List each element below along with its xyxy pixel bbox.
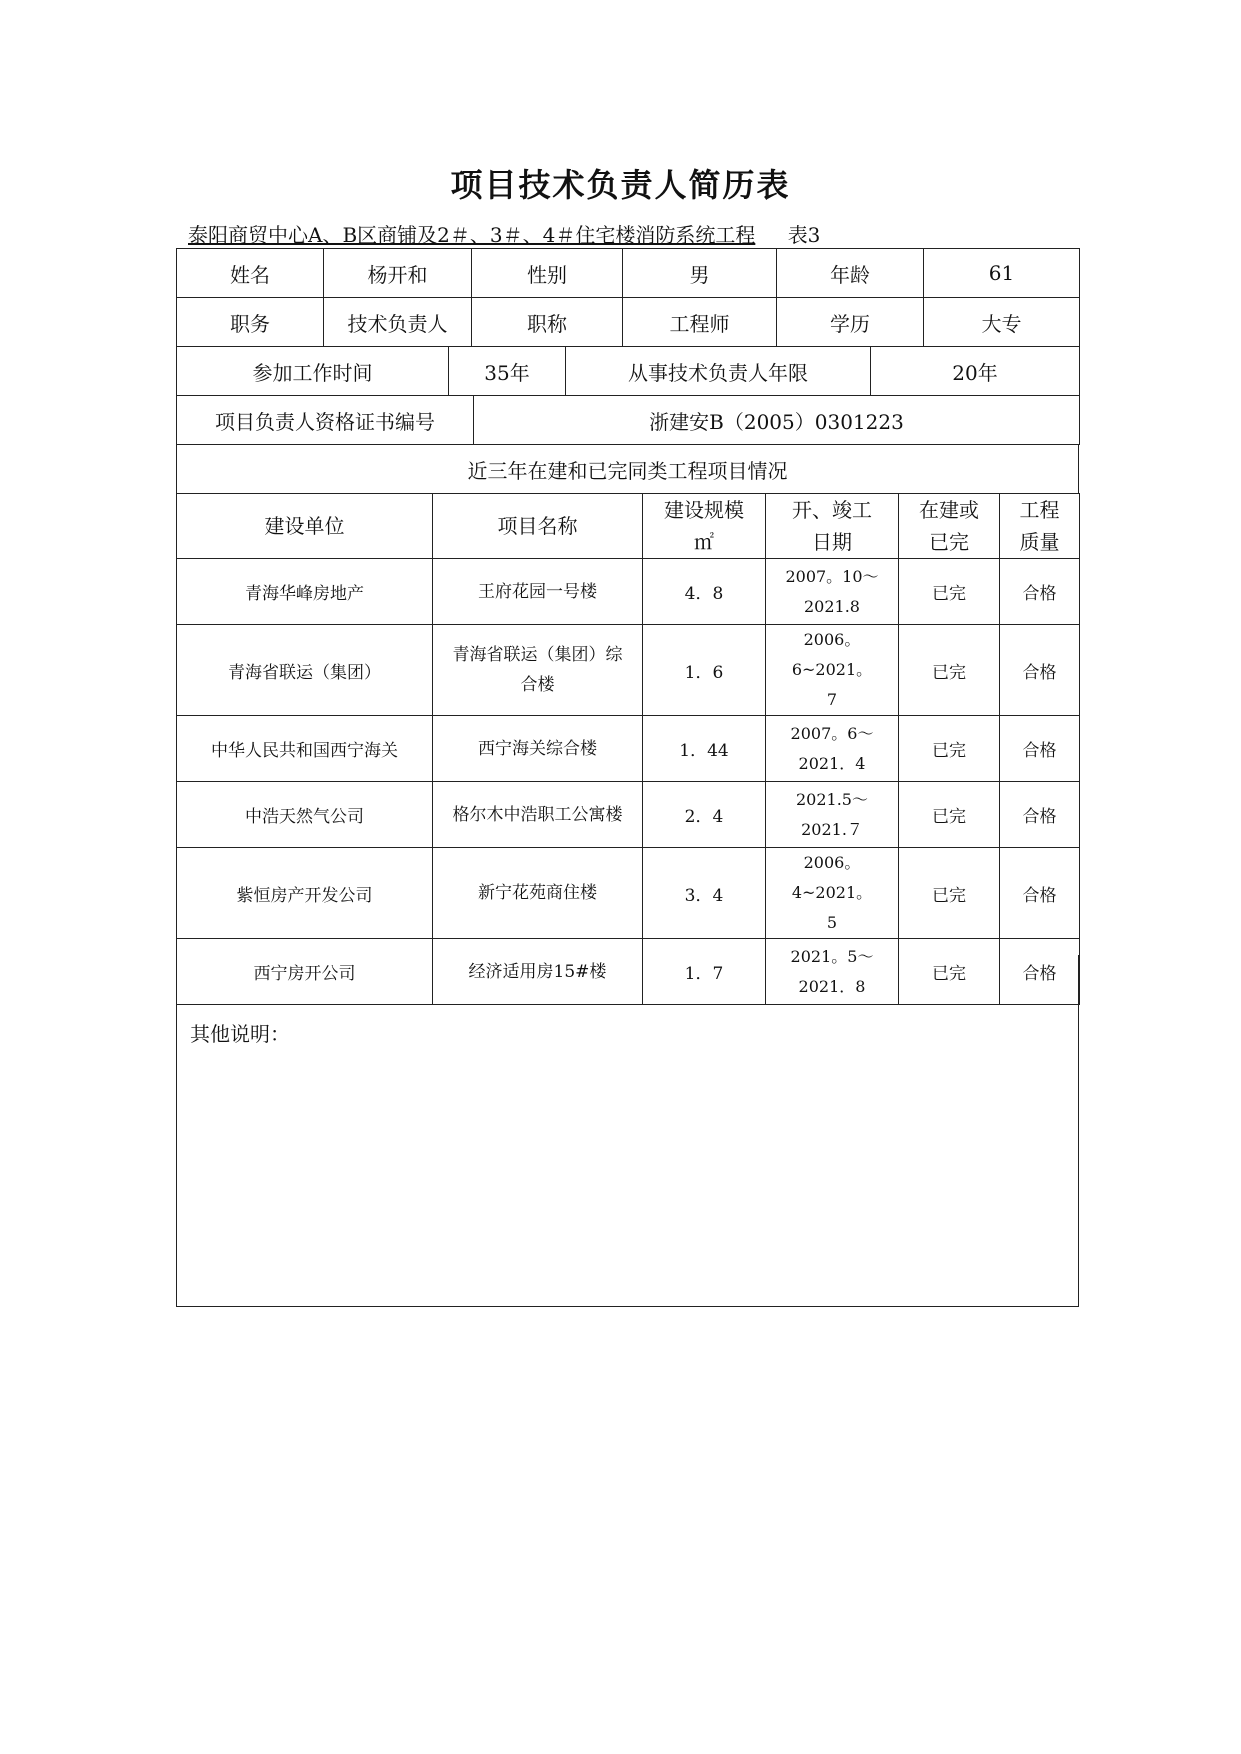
cell-project-name: 格尔木中浩职工公寓楼 xyxy=(433,782,643,848)
cell-project-name: 青海省联运（集团）综 合楼 xyxy=(433,625,643,716)
certificate-label: 项目负责人资格证书编号 xyxy=(177,396,474,445)
header-quality: 工程 质量 xyxy=(1000,494,1080,559)
table-number: 表3 xyxy=(787,223,821,247)
cell-dates: 2006。6~2021。 7 xyxy=(766,625,899,716)
cell-quality: 合格 xyxy=(1000,782,1080,848)
age-value: 61 xyxy=(924,249,1080,298)
subtitle xyxy=(188,219,820,248)
cell-unit: 中浩天然气公司 xyxy=(177,782,433,848)
projects-table xyxy=(176,493,1080,1005)
notes-box xyxy=(176,955,1079,1307)
cell-scale: 1．44 xyxy=(643,716,766,782)
name-label: 姓名 xyxy=(177,249,324,298)
position-label: 职务 xyxy=(177,298,324,347)
certificate-value: 浙建安B（2005）0301223 xyxy=(474,396,1080,445)
cell-project-name: 王府花园一号楼 xyxy=(433,559,643,625)
cell-project-name: 经济适用房15#楼 xyxy=(433,939,643,1005)
cell-status: 已完 xyxy=(899,716,1000,782)
job-title-label: 职称 xyxy=(472,298,623,347)
table-row xyxy=(177,782,1080,848)
section-title: 近三年在建和已完同类工程项目情况 xyxy=(177,445,1079,494)
cell-quality: 合格 xyxy=(1000,939,1080,1005)
cell-dates: 2007。6～ 2021．4 xyxy=(766,716,899,782)
header-dates: 开、竣工 日期 xyxy=(766,494,899,559)
cell-scale: 1．7 xyxy=(643,939,766,1005)
project-name: 泰阳商贸中心A、B区商铺及2＃、3＃、4＃住宅楼消防系统工程 xyxy=(188,223,756,247)
basic-info-row-2 xyxy=(176,297,1080,347)
cell-status: 已完 xyxy=(899,848,1000,939)
job-title-value: 工程师 xyxy=(623,298,777,347)
cell-quality: 合格 xyxy=(1000,625,1080,716)
tech-lead-years-value: 20年 xyxy=(871,347,1080,396)
table-row xyxy=(177,559,1080,625)
cell-quality: 合格 xyxy=(1000,559,1080,625)
header-project-name: 项目名称 xyxy=(433,494,643,559)
page-title: 项目技术负责人简历表 xyxy=(450,166,791,204)
cell-unit: 中华人民共和国西宁海关 xyxy=(177,716,433,782)
cell-dates: 2021.5～ 2021.７ xyxy=(766,782,899,848)
cell-project-name: 新宁花苑商住楼 xyxy=(433,848,643,939)
projects-header-row xyxy=(177,494,1080,559)
cell-scale: 1．6 xyxy=(643,625,766,716)
gender-value: 男 xyxy=(623,249,777,298)
table-row xyxy=(177,625,1080,716)
cell-unit: 青海省联运（集团） xyxy=(177,625,433,716)
cell-dates: 2007。10～ 2021.8 xyxy=(766,559,899,625)
cell-status: 已完 xyxy=(899,559,1000,625)
cell-status: 已完 xyxy=(899,625,1000,716)
gender-label: 性别 xyxy=(472,249,623,298)
name-value: 杨开和 xyxy=(324,249,472,298)
work-start-label: 参加工作时间 xyxy=(177,347,449,396)
header-unit: 建设单位 xyxy=(177,494,433,559)
cell-quality: 合格 xyxy=(1000,716,1080,782)
header-status: 在建或 已完 xyxy=(899,494,1000,559)
table-row xyxy=(177,716,1080,782)
position-value: 技术负责人 xyxy=(324,298,472,347)
work-info-row xyxy=(176,346,1080,396)
cell-scale: 3．4 xyxy=(643,848,766,939)
cell-scale: 2．4 xyxy=(643,782,766,848)
certificate-row xyxy=(176,395,1080,445)
education-value: 大专 xyxy=(924,298,1080,347)
cell-quality: 合格 xyxy=(1000,848,1080,939)
education-label: 学历 xyxy=(777,298,924,347)
cell-dates: 2021。5～ 2021．8 xyxy=(766,939,899,1005)
tech-lead-years-label: 从事技术负责人年限 xyxy=(566,347,871,396)
cell-status: 已完 xyxy=(899,939,1000,1005)
cell-unit: 青海华峰房地产 xyxy=(177,559,433,625)
cell-unit: 西宁房开公司 xyxy=(177,939,433,1005)
table-row xyxy=(177,848,1080,939)
header-scale: 建设规模 ㎡ xyxy=(643,494,766,559)
basic-info-row-1 xyxy=(176,248,1080,298)
cell-scale: 4．8 xyxy=(643,559,766,625)
cell-dates: 2006。4~2021。 5 xyxy=(766,848,899,939)
age-label: 年龄 xyxy=(777,249,924,298)
cell-unit: 紫恒房产开发公司 xyxy=(177,848,433,939)
notes-label: 其他说明： xyxy=(190,1022,290,1046)
work-start-value: 35年 xyxy=(449,347,566,396)
cell-status: 已完 xyxy=(899,782,1000,848)
section-title-row xyxy=(176,444,1079,494)
cell-project-name: 西宁海关综合楼 xyxy=(433,716,643,782)
